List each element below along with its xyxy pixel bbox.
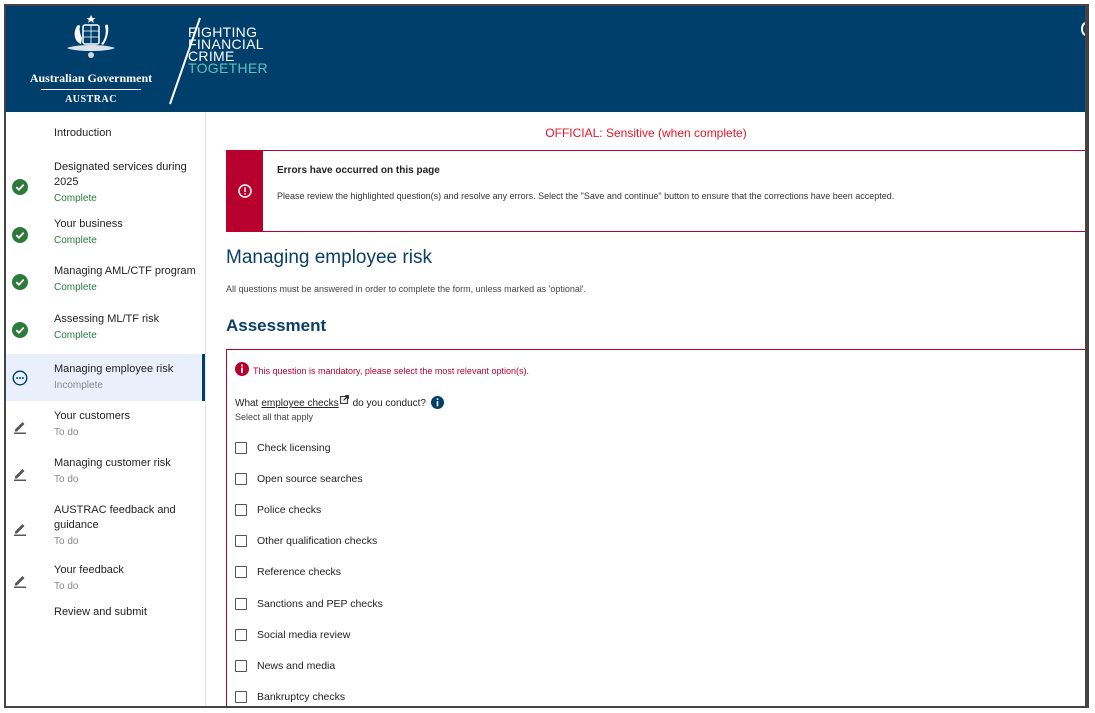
sidebar-item-text	[54, 362, 173, 401]
logo-divider	[41, 89, 141, 90]
external-link-icon	[340, 395, 349, 404]
option-label: Police checks	[257, 503, 322, 516]
option-news-and-media[interactable]	[235, 650, 383, 681]
app-window	[4, 4, 1089, 708]
sidebar-item-text	[54, 563, 124, 603]
error-banner-body	[263, 151, 894, 231]
tagline-line-1: FIGHTING	[188, 24, 258, 40]
option-sanctions-and-pep-checks[interactable]	[235, 588, 383, 619]
header-edge-control[interactable]	[1081, 22, 1089, 36]
ellipsis-circle-icon	[11, 369, 29, 387]
sidebar-item-status: Complete	[54, 330, 97, 341]
sidebar-item-label: Introduction	[54, 127, 112, 139]
option-reference-checks[interactable]	[235, 557, 383, 588]
check-circle-icon	[11, 226, 29, 244]
check-circle-icon	[11, 321, 29, 339]
tagline-line-2: FINANCIAL	[188, 36, 264, 52]
checkbox[interactable]	[235, 473, 247, 485]
error-summary-banner	[226, 150, 1088, 232]
page-intro: All questions must be answered in order to complete the form, unless marked as 'optional'.	[226, 284, 587, 294]
option-social-media-review[interactable]	[235, 619, 383, 650]
australian-government-logo[interactable]	[26, 14, 156, 106]
sidebar-item-text	[54, 126, 111, 148]
option-other-qualification-checks[interactable]	[235, 526, 383, 557]
question-prefix: What	[235, 398, 259, 409]
sidebar-item-managing-aml-ctf-program[interactable]	[6, 258, 205, 306]
option-label: Sanctions and PEP checks	[257, 597, 383, 610]
option-bankruptcy-checks[interactable]	[235, 682, 383, 709]
page-title: Managing employee risk	[226, 247, 432, 268]
sidebar-item-your-customers[interactable]	[6, 401, 205, 448]
error-banner-side	[227, 151, 263, 231]
checkbox[interactable]	[235, 566, 247, 578]
sidebar-item-text	[54, 456, 171, 495]
option-label: Reference checks	[257, 566, 342, 579]
sidebar-item-text	[54, 160, 194, 211]
sidebar-item-label: AUSTRAC feedback and guidance	[54, 504, 176, 531]
sidebar-item-designated-services[interactable]	[6, 148, 205, 211]
tagline-line-3: CRIME	[188, 48, 235, 64]
sidebar-item-managing-customer-risk[interactable]	[6, 448, 205, 495]
sidebar-item-managing-employee-risk[interactable]	[6, 354, 205, 401]
sidebar-item-label: Managing employee risk	[54, 363, 174, 375]
alert-circle-icon	[238, 184, 252, 198]
sidebar-item-status: Complete	[54, 193, 97, 204]
question-error	[235, 362, 529, 376]
security-classification: OFFICIAL: Sensitive (when complete)	[545, 126, 747, 140]
site-header	[6, 6, 1085, 112]
checkbox[interactable]	[235, 629, 247, 641]
sidebar-item-text	[54, 217, 123, 258]
question-suffix: do you conduct?	[352, 398, 426, 409]
sidebar-item-text	[54, 409, 130, 448]
question-hint: Select all that apply	[235, 412, 314, 422]
question-employee-checks	[226, 349, 1088, 708]
checkbox[interactable]	[235, 660, 247, 672]
option-police-checks[interactable]	[235, 494, 383, 525]
sidebar-item-label: Your business	[54, 218, 123, 230]
option-check-licensing[interactable]	[235, 432, 383, 463]
checkbox[interactable]	[235, 598, 247, 610]
main-content	[207, 112, 1085, 706]
sidebar-item-label: Managing customer risk	[54, 457, 171, 469]
error-banner-title: Errors have occurred on this page	[277, 165, 440, 176]
pencil-icon	[11, 571, 29, 589]
check-circle-icon	[11, 273, 29, 291]
checkbox[interactable]	[235, 691, 247, 703]
option-label: Other qualification checks	[257, 535, 378, 548]
sidebar-item-your-business[interactable]	[6, 211, 205, 258]
sidebar-item-status: To do	[54, 536, 79, 547]
pencil-icon	[11, 464, 29, 482]
employee-checks-link[interactable]: employee checks	[261, 398, 339, 409]
tagline-line-4: TOGETHER	[188, 60, 268, 76]
option-label: Open source searches	[257, 472, 363, 485]
sidebar-item-austrac-feedback-and-guidance[interactable]	[6, 495, 205, 558]
error-banner-message: Please review the highlighted question(s) and resolve any errors. Select the "Save and continue" button to ensure that the corrections have been accepted.	[277, 191, 895, 201]
checkbox[interactable]	[235, 535, 247, 547]
option-label: Social media review	[257, 628, 351, 641]
checkbox[interactable]	[235, 504, 247, 516]
option-label: News and media	[257, 659, 336, 672]
error-info-icon	[235, 362, 249, 376]
form-navigation-sidebar	[6, 112, 206, 708]
sidebar-item-text	[54, 605, 147, 633]
sidebar-item-label: Your customers	[54, 410, 131, 422]
government-name: Australian Government	[29, 71, 153, 85]
sidebar-item-label: Your feedback	[54, 564, 124, 576]
option-label: Bankruptcy checks	[257, 691, 346, 704]
sidebar-item-label: Review and submit	[54, 606, 147, 618]
employee-checks-options	[235, 432, 383, 708]
sidebar-item-status: Incomplete	[54, 380, 103, 391]
sidebar-item-status: To do	[54, 474, 79, 485]
question-error-text: This question is mandatory, please select the most relevant option(s).	[253, 366, 529, 376]
check-circle-icon	[11, 178, 29, 196]
pencil-icon	[11, 417, 29, 435]
pencil-icon	[11, 519, 29, 537]
agency-name: AUSTRAC	[65, 94, 117, 105]
sidebar-item-your-feedback[interactable]	[6, 558, 205, 603]
sidebar-item-review-and-submit[interactable]	[6, 603, 205, 633]
sidebar-item-status: Complete	[54, 282, 97, 293]
sidebar-item-label: Assessing ML/TF risk	[54, 313, 160, 325]
sidebar-item-status: To do	[54, 581, 79, 592]
option-label: Check licensing	[257, 441, 331, 454]
checkbox[interactable]	[235, 442, 247, 454]
section-title: Assessment	[226, 316, 327, 335]
sidebar-item-label: Designated services during 2025	[54, 161, 187, 188]
coat-of-arms-icon	[61, 14, 121, 62]
option-open-source-searches[interactable]	[235, 463, 383, 494]
sidebar-item-label: Managing AML/CTF program	[54, 265, 196, 277]
sidebar-item-assessing-ml-tf-risk[interactable]	[6, 306, 205, 354]
sidebar-item-text	[54, 503, 184, 558]
sidebar-item-status: To do	[54, 427, 79, 438]
sidebar-item-status: Complete	[54, 235, 97, 246]
tagline	[188, 26, 268, 74]
question-label	[235, 398, 444, 409]
sidebar-item-text	[54, 312, 159, 354]
sidebar-item-text	[54, 264, 196, 306]
sidebar-item-introduction[interactable]	[6, 112, 205, 148]
info-icon[interactable]	[431, 396, 444, 409]
